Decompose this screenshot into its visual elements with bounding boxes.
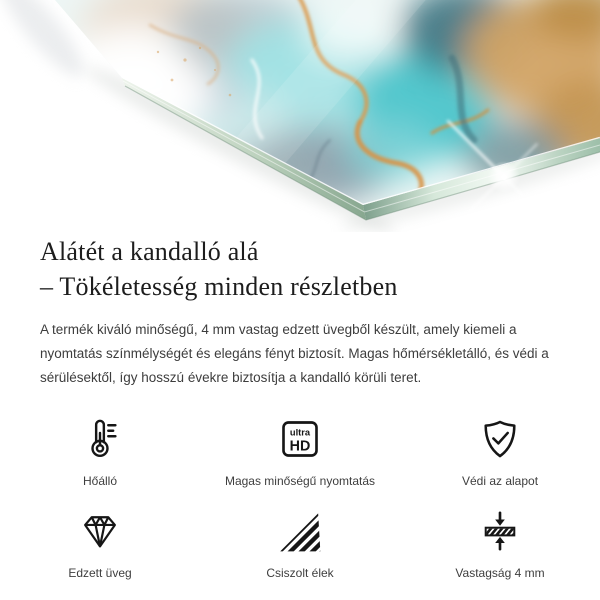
page-title (40, 234, 560, 304)
feature-tempered-glass (0, 508, 200, 580)
diamond-icon (78, 508, 122, 554)
feature-thickness (400, 508, 600, 580)
feature-label: Edzett üveg (68, 566, 132, 580)
glass-panel-render (0, 0, 600, 232)
content-block (0, 234, 600, 390)
thermometer-icon (78, 416, 122, 462)
title-line-2: – Tökéletesség minden részletben (40, 272, 398, 301)
feature-label: Vastagság 4 mm (455, 566, 545, 580)
feature-label: Védi az alapot (461, 474, 539, 488)
polished-edges-icon (278, 508, 322, 554)
product-description: A termék kiváló minőségű, 4 mm vastag edzett üvegből készült, amely kiemeli a nyomtatás színmélységét és elegáns fényt biztosít. Magas hőmérsékletálló, és védi a sérülésektől, így hosszú évekre biztosítja a kandalló körüli teret. (40, 322, 549, 385)
product-image (0, 0, 600, 232)
thickness-arrows-icon (478, 508, 522, 554)
title-line-1: Alátét a kandalló alá (40, 237, 259, 266)
feature-label: Magas minőségű nyomtatás (224, 474, 376, 488)
shield-check-icon (478, 416, 522, 462)
ultra-hd-icon (278, 416, 322, 462)
feature-heat-resistant (0, 416, 200, 488)
svg-text:HD: HD (289, 438, 311, 455)
feature-label: Hőálló (82, 474, 118, 488)
svg-text:ultra: ultra (289, 427, 311, 438)
feature-base-protection (400, 416, 600, 488)
feature-label: Csiszolt élek (266, 566, 334, 580)
feature-print-quality (200, 416, 400, 488)
feature-polished-edges (200, 508, 400, 580)
features-grid (0, 416, 600, 580)
